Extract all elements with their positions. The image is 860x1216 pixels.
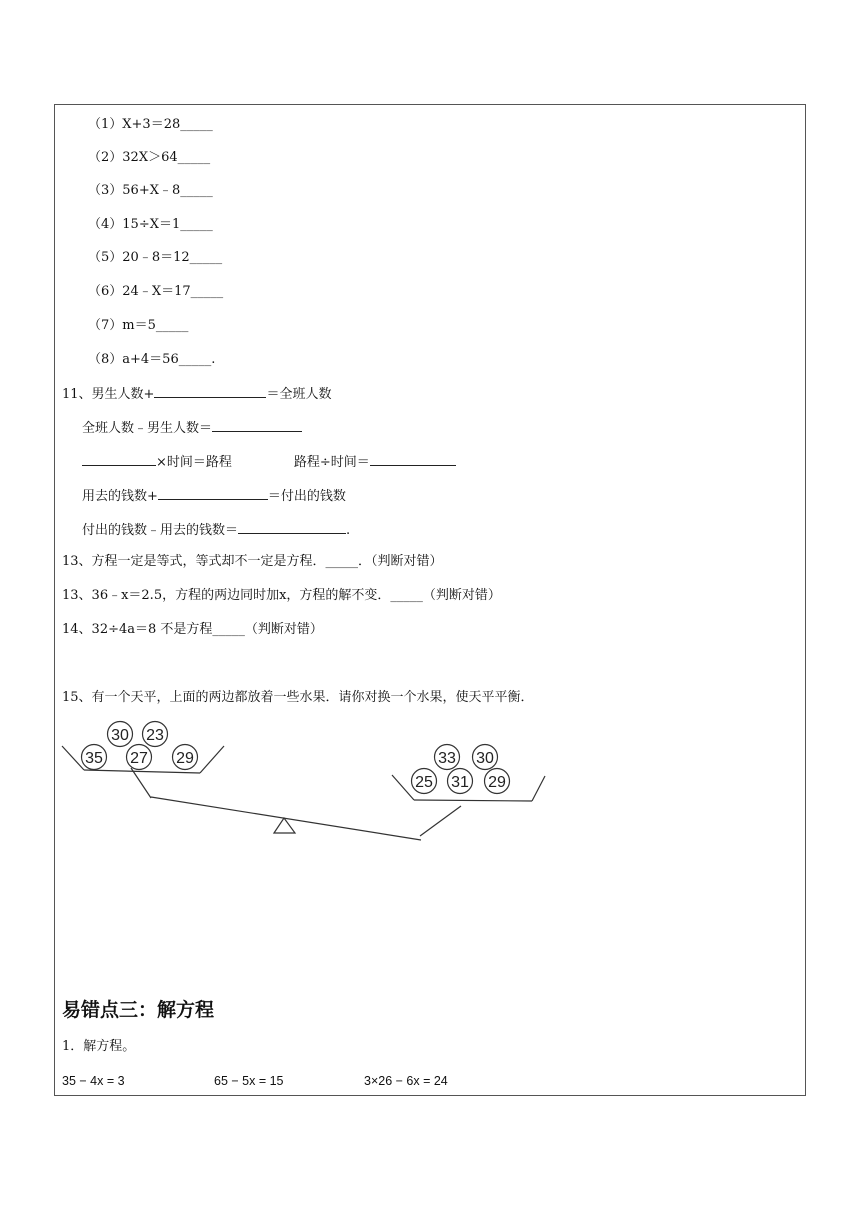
sub-item-8: （8）a+4＝56_____. bbox=[88, 352, 216, 367]
sub-item-1: （1）X+3＝28_____ bbox=[88, 117, 213, 132]
q11-line3-text-a: ×时间＝路程 bbox=[156, 455, 232, 470]
equation-1: 35 − 4x = 3 bbox=[62, 1074, 125, 1088]
fruit-label: 30 bbox=[111, 727, 129, 744]
q11-line4-prefix: 用去的钱数+ bbox=[82, 489, 158, 504]
fruit-label: 31 bbox=[451, 774, 469, 791]
q11-line2-text: 全班人数﹣男生人数＝ bbox=[82, 421, 213, 436]
fruit-label: 29 bbox=[488, 774, 506, 791]
q15-text: 15、有一个天平，上面的两边都放着一些水果．请你对换一个水果，使天平平衡． bbox=[62, 690, 534, 705]
fruit-label: 30 bbox=[476, 750, 494, 767]
section-heading: 易错点三：解方程 bbox=[62, 999, 215, 1021]
fruit-label: 33 bbox=[438, 750, 456, 767]
q13a-text: 13、方程一定是等式，等式却不一定是方程．_____．（判断对错） bbox=[62, 554, 443, 569]
q11-line3-text-b: 路程÷时间＝ bbox=[293, 455, 370, 470]
q11-line4-suffix: ＝付出的钱数 bbox=[267, 489, 346, 504]
sub-item-3: （3）56+X﹣8_____ bbox=[88, 183, 213, 198]
q14-text: 14、32÷4a＝8 不是方程_____（判断对错） bbox=[62, 622, 323, 637]
sub-item-6: （6）24﹣X＝17_____ bbox=[88, 284, 224, 299]
fruit-label: 29 bbox=[176, 750, 194, 767]
q11-line5-prefix: 付出的钱数﹣用去的钱数＝ bbox=[82, 523, 239, 538]
sub-item-5: （5）20﹣8＝12_____ bbox=[88, 250, 223, 265]
fruit-label: 35 bbox=[85, 750, 103, 767]
equation-3: 3×26 − 6x = 24 bbox=[364, 1074, 448, 1088]
q11-line1-suffix: ＝全班人数 bbox=[266, 387, 332, 402]
sub-item-7: （7）m＝5_____ bbox=[88, 318, 189, 333]
equation-2: 65 − 5x = 15 bbox=[214, 1074, 284, 1088]
q11-line5-suffix: . bbox=[346, 523, 351, 538]
q1-title: 1．解方程。 bbox=[62, 1039, 136, 1054]
sub-item-4: （4）15÷X＝1_____ bbox=[88, 217, 213, 232]
fruit-label: 23 bbox=[146, 727, 164, 744]
q11-line1-prefix: 11、男生人数+ bbox=[62, 387, 155, 402]
sub-item-2: （2）32X＞64_____ bbox=[88, 150, 211, 165]
fruit-label: 27 bbox=[130, 750, 148, 767]
q13b-text: 13、36﹣x＝2.5，方程的两边同时加x，方程的解不变．_____（判断对错） bbox=[62, 588, 501, 603]
fruit-label: 25 bbox=[415, 774, 433, 791]
